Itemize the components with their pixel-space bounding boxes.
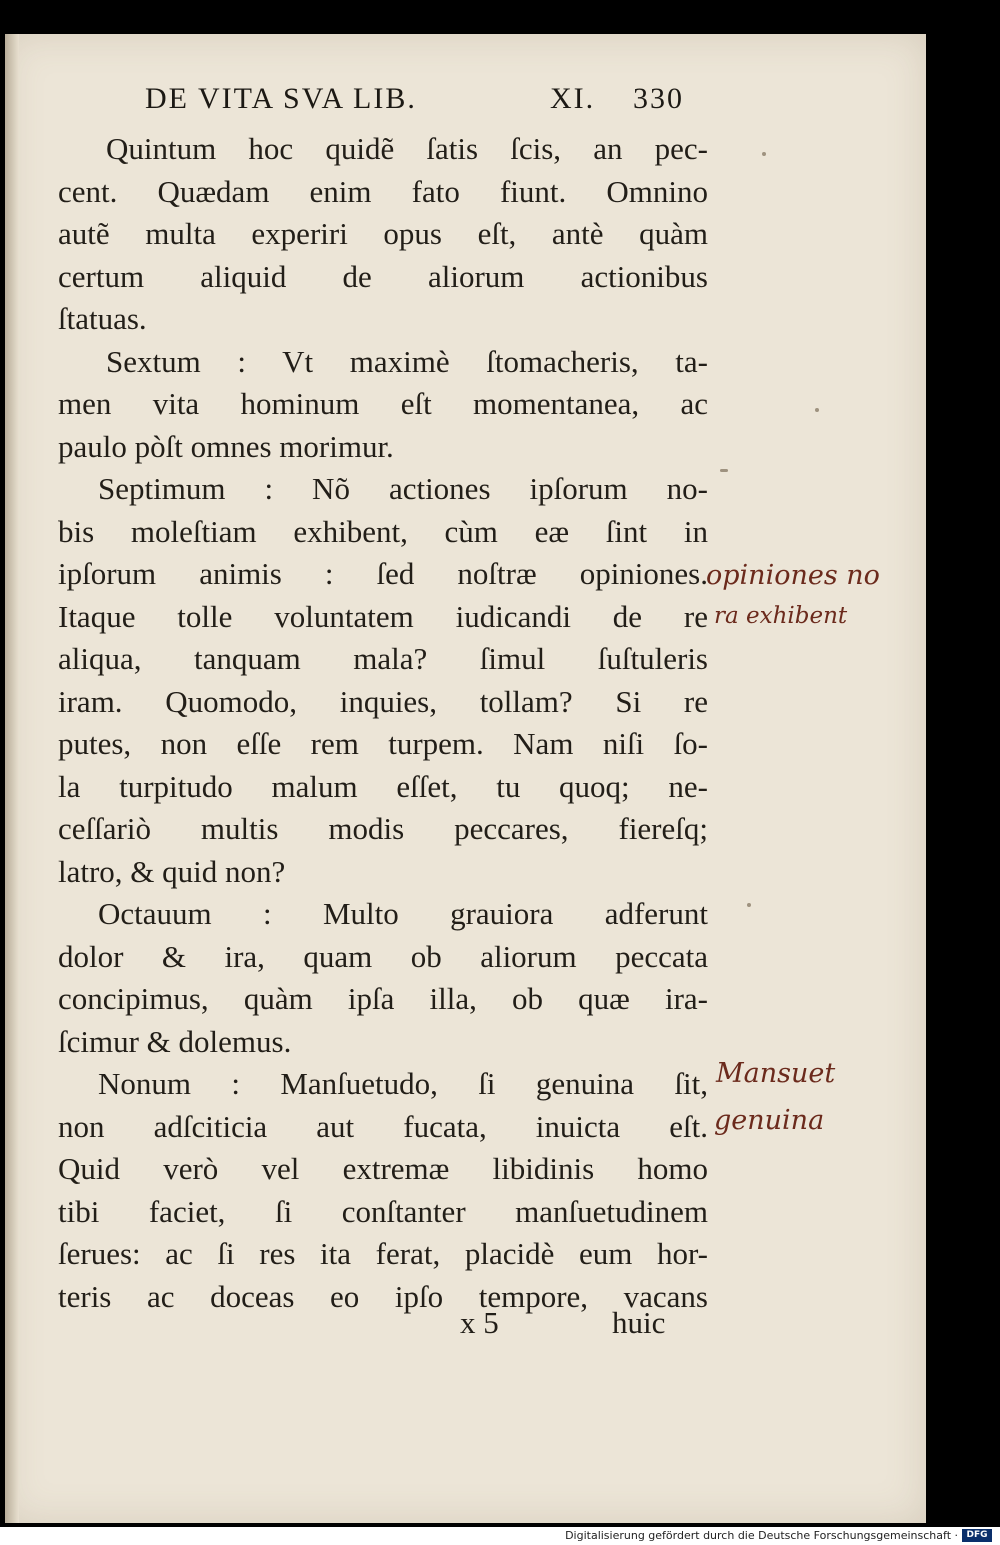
paper-speck [720, 469, 728, 472]
text-line: certum aliquid de aliorum actionibus [58, 258, 708, 294]
text-line: dolor & ira, quam ob aliorum peccata [58, 938, 708, 974]
text-line: Sextum : Vt maximè ſtomacheris, ta- [106, 343, 708, 379]
text-line: latro, & quid non? [58, 853, 286, 889]
text-line: aliqua, tanquam mala? ſimul ſuſtuleris [58, 641, 708, 676]
signature-mark: x 5 [460, 1305, 499, 1340]
text-line: bis moleſtiam exhibent, cùm eæ ſint in [58, 513, 708, 549]
page-number: 330 [633, 82, 684, 115]
text-line: Quid verò vel extremæ libidinis homo [58, 1151, 708, 1186]
text-line: non adſciticia aut fucata, inuicta eſt. [58, 1108, 708, 1144]
funding-credit: Digitalisierung gefördert durch die Deutsche Forschungsgemeinschaft · [565, 1529, 958, 1542]
body-text [58, 128, 708, 1318]
running-header [145, 82, 705, 122]
page-gutter [5, 34, 19, 1523]
text-line: la turpitudo malum eſſet, tu quoq; ne- [58, 768, 708, 804]
text-line: teris ac doceas eo ipſo tempore, vacans [58, 1278, 708, 1314]
marginal-note: ra exhibent [714, 603, 848, 629]
dfg-logo: DFG [962, 1529, 992, 1542]
text-line: Octauum : Multo grauiora adferunt [98, 896, 708, 931]
text-line: cent. Quædam enim fato fiunt. Omnino [58, 173, 708, 209]
text-line: Itaque tolle voluntatem iudicandi de re [58, 598, 708, 634]
catchword: huic [612, 1305, 666, 1340]
footer-bar [0, 1527, 1000, 1545]
book-number: XI. [550, 82, 596, 115]
running-title: DE VITA SVA LIB. [145, 82, 417, 115]
text-line: Quintum hoc quidẽ ſatis ſcis, an pec- [106, 131, 708, 166]
text-line: putes, non eſſe rem turpem. Nam niſi ſo- [58, 726, 708, 761]
text-line: ipſorum animis : ſed noſtræ opiniones. [58, 556, 708, 591]
marginal-note: opiniones no [706, 560, 880, 591]
text-line: Septimum : Nõ actiones ipſorum no- [98, 471, 708, 506]
text-line: ſerues: ac ſi res ita ferat, placidè eum hor- [58, 1236, 708, 1271]
marginal-note: genuina [714, 1105, 825, 1136]
text-line: tibi faciet, ſi conſtanter manſuetudinem [58, 1193, 708, 1229]
text-line: ſtatuas. [58, 301, 147, 336]
text-line: concipimus, quàm ipſa illa, ob quæ ira- [58, 981, 708, 1016]
text-line: ceſſariò multis modis peccares, fiereſq; [58, 811, 708, 846]
paper-speck [815, 408, 819, 412]
text-line: men vita hominum eſt momentanea, ac [58, 386, 708, 421]
text-line: paulo pòſt omnes morimur. [58, 428, 394, 464]
text-line: Nonum : Manſuetudo, ſi genuina ſit, [98, 1066, 708, 1101]
text-line: iram. Quomodo, inquies, tollam? Si re [58, 683, 708, 719]
text-line: autẽ multa experiri opus eſt, antè quàm [58, 216, 708, 251]
marginal-note: Mansuet [716, 1058, 836, 1089]
text-line: ſcimur & dolemus. [58, 1023, 292, 1059]
paper-speck [762, 152, 766, 156]
paper-speck [747, 903, 751, 907]
